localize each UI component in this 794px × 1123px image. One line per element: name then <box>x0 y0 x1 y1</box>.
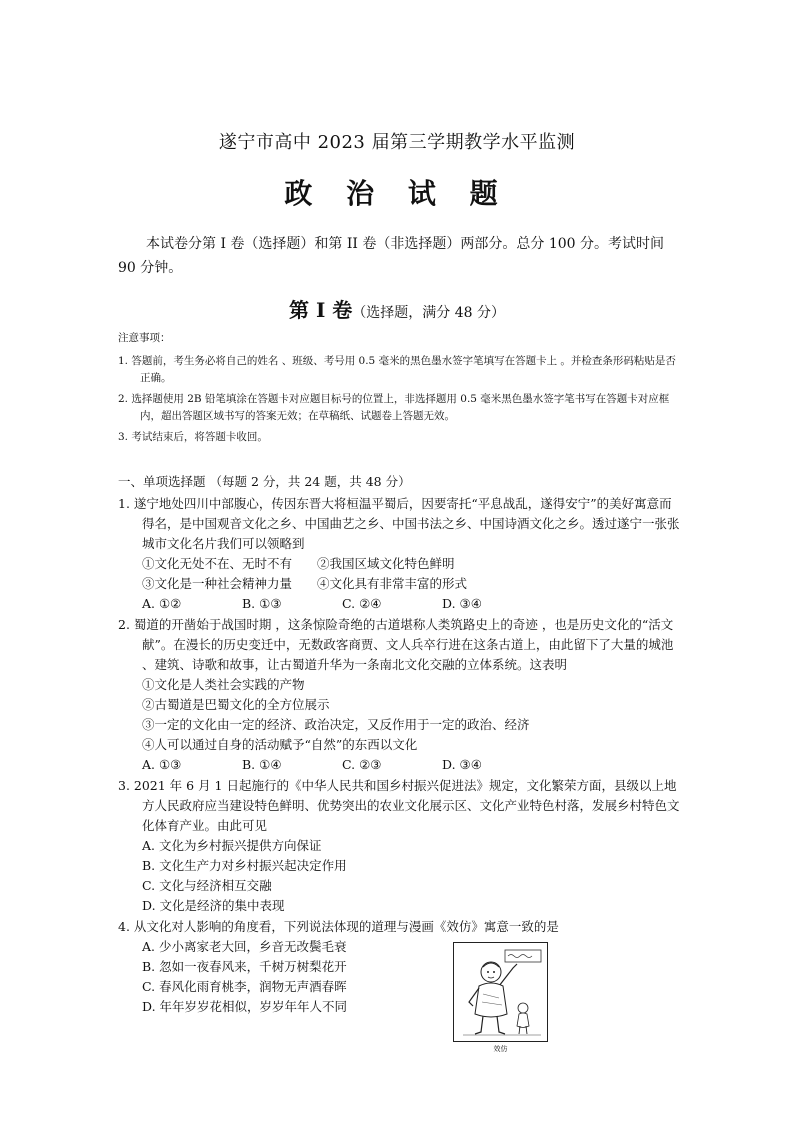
statement: ④人可以通过自身的活动赋予“自然”的东西以文化 <box>142 737 418 752</box>
cartoon-caption: 效仿 <box>493 1045 508 1053</box>
option-b: B. 忽如一夜春风来，千树万树梨花开 <box>142 959 347 974</box>
option-c: C. 春风化雨育桃李，润物无声酒春晖 <box>142 979 347 994</box>
statement: ②古蜀道是巴蜀文化的全方位展示 <box>142 697 330 712</box>
part-heading: 一、单项选择题 （每题 2 分，共 24 题，共 48 分） <box>118 474 411 489</box>
option-a: A. 少小离家老大回，乡音无改鬓毛衰 <box>142 939 347 954</box>
notes-block <box>118 330 683 450</box>
question-2 <box>118 615 683 775</box>
option-c: C. ②④ <box>342 596 382 611</box>
statement: ②我国区域文化特色鲜明 <box>317 556 455 571</box>
statement: ④文化具有非常丰富的形式 <box>317 576 468 591</box>
question-stem: 4. 从文化对人影响的角度看，下列说法体现的道理与漫画《效仿》寓意一致的是 <box>118 919 559 934</box>
option-a: A. ①② <box>142 596 182 611</box>
statement-row <box>118 554 683 574</box>
question-3 <box>118 776 683 916</box>
option-c: C. ②③ <box>342 757 382 772</box>
question-stem: 2. 蜀道的开凿始于战国时期 ，这条惊险奇绝的古道堪称人类筑路史上的奇迹 ，也是历史文化的“活文献”。在漫长的历史变迁中，无数政客商贾、文人兵卒行进在这条古道上，由此留下了大量的城池 、建筑、诗歌和故事，让古蜀道升华为一条南北文化交融的立体系统。这表明 <box>118 617 674 672</box>
option-row <box>118 755 683 775</box>
option-d: D. ③④ <box>442 596 482 611</box>
subject-title: 政 治 试 题 <box>284 177 510 210</box>
note-item: 3. 考试结束后，将答题卡收回。 <box>118 431 268 443</box>
section-title <box>0 294 794 323</box>
note-item: 1. 答题前，考生务必将自己的姓名 、班级、考号用 0.5 毫米的黑色墨水签字笔填写在答题卡上 。并检查条形码粘贴是否正确。 <box>118 355 676 384</box>
statement: ①文化无处不在、无时不有 <box>142 556 293 571</box>
option-b: B. 文化生产力对乡村振兴起决定作用 <box>142 858 347 873</box>
question-stem: 3. 2021 年 6 月 1 日起施行的《中华人民共和国乡村振兴促进法》规定，文化繁荣方面，县级以上地方人民政府应当建设特色鲜明、优势突出的农业文化展示区、文化产业特色村落，发展乡村特色文化体育产业。由此可见 <box>118 778 680 833</box>
statement: ①文化是人类社会实践的产物 <box>142 677 305 692</box>
option-a: A. 文化为乡村振兴提供方向保证 <box>142 838 322 853</box>
section-title-main: 第 Ⅰ 卷 <box>289 298 353 322</box>
question-4 <box>118 917 683 1017</box>
option-row <box>118 594 683 614</box>
section-title-sub: （选择题，满分 48 分） <box>352 305 505 321</box>
statement: ③一定的文化由一定的经济、政治决定，又反作用于一定的政治、经济 <box>142 717 530 732</box>
questions-block <box>118 472 683 1018</box>
option-a: A. ①③ <box>142 757 182 772</box>
question-stem: 1. 遂宁地处四川中部腹心，传因东晋大将桓温平蜀后，因要寄托“平息战乱，遂得安宁”的美好寓意而得名，是中国观音文化之乡、中国曲艺之乡、中国书法之乡、中国诗酒文化之乡。透过遂宁一张张城市文化名片我们可以领略到 <box>118 496 680 551</box>
option-d: D. 文化是经济的集中表现 <box>142 898 285 913</box>
exam-header: 遂宁市高中 2023 届第三学期教学水平监测 <box>218 132 576 153</box>
question-1 <box>118 494 683 614</box>
option-d: D. ③④ <box>442 757 482 772</box>
option-c: C. 文化与经济相互交融 <box>142 878 272 893</box>
cartoon-illustration <box>453 942 548 1042</box>
statement-row <box>118 574 683 594</box>
notes-heading: 注意事项： <box>118 332 171 344</box>
statement: ③文化是一种社会精神力量 <box>142 576 293 591</box>
option-b: B. ①④ <box>242 757 282 772</box>
option-d: D. 年年岁岁花相似，岁岁年年人不同 <box>142 999 348 1014</box>
intro-paragraph: 本试卷分第 I 卷（选择题）和第 II 卷（非选择题）两部分。总分 100 分。考试时间 90 分钟。 <box>118 236 665 276</box>
note-item: 2. 选择题使用 2B 铅笔填涂在答题卡对应题目标号的位置上，非选择题用 0.5 毫米黑色墨水签字笔书写在答题卡对应框内，超出答题区域书写的答案无效；在草稿纸、试题卷上答题无效。 <box>118 393 670 422</box>
option-b: B. ①③ <box>242 596 282 611</box>
